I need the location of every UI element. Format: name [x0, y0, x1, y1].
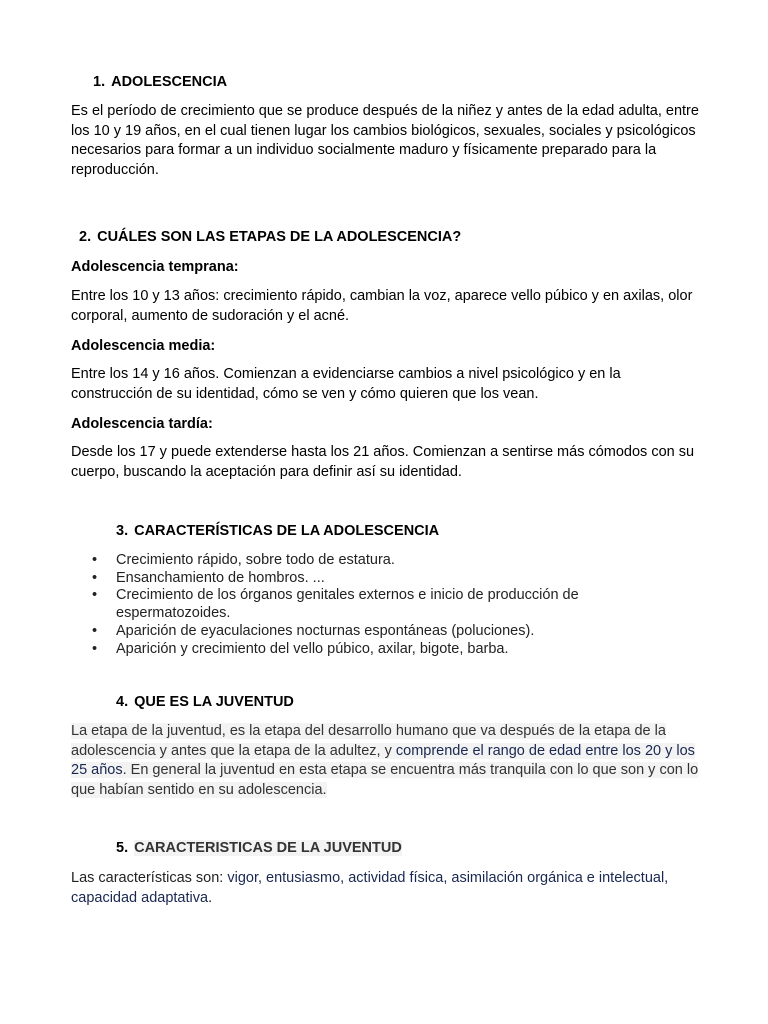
stage-middle-text: Entre los 14 y 16 años. Comienzan a evidenciarse cambios a nivel psicológico y en la construcción de su identidad, cómo se ven y cómo quieren que los vean.	[71, 366, 621, 402]
section-4-number: 4.	[116, 694, 129, 710]
youth-definition-text: La etapa de la juventud, es la etapa del desarrollo humano que va después de la etapa de la adolescencia y antes que la etapa de la adultez, y	[71, 723, 666, 759]
bullet-marker: •	[92, 569, 98, 586]
stage-early-label: Adolescencia temprana:	[71, 259, 239, 275]
list-item	[92, 552, 652, 570]
youth-characteristics-link[interactable]: vigor, entusiasmo, actividad física, asimilación orgánica e intelectual, capacidad adaptativa	[71, 870, 669, 906]
section-3-number: 3.	[116, 523, 129, 539]
youth-characteristics-end: .	[208, 889, 213, 906]
section-1-title: ADOLESCENCIA	[111, 74, 228, 90]
section-4-text	[71, 722, 701, 800]
list-item	[92, 570, 652, 588]
section-5-number: 5.	[116, 840, 129, 856]
section-4-heading	[116, 693, 294, 711]
section-5-text	[71, 869, 701, 908]
section-2-title: CUÁLES SON LAS ETAPAS DE LA ADOLESCENCIA?	[97, 229, 462, 245]
section-3-title: CARACTERÍSTICAS DE LA ADOLESCENCIA	[134, 523, 440, 539]
list-item	[92, 587, 652, 622]
list-item	[92, 623, 652, 641]
bullet-marker: •	[92, 622, 98, 639]
section-2-heading	[79, 228, 461, 246]
stage-late-text: Desde los 17 y puede extenderse hasta los 21 años. Comienzan a sentirse más cómodos con su cuerpo, buscando la aceptación para definir así su identidad.	[71, 444, 695, 480]
section-1-heading	[93, 73, 227, 91]
adolescence-characteristics-list	[92, 552, 652, 658]
stage-late-label: Adolescencia tardía:	[71, 416, 213, 432]
section-3-heading	[116, 522, 439, 540]
section-5-heading	[116, 839, 402, 857]
bullet-marker: •	[92, 552, 98, 568]
section-1-number: 1.	[93, 74, 106, 90]
stage-middle-label: Adolescencia media:	[71, 338, 216, 354]
section-5-title: CARACTERISTICAS DE LA JUVENTUD	[134, 840, 402, 856]
age-range-link[interactable]: comprende el rango de edad entre los 20 y los 25 años	[71, 742, 695, 778]
list-item	[92, 641, 652, 659]
list-item-text: Ensanchamiento de hombros. ...	[116, 569, 325, 586]
section-2-number: 2.	[79, 229, 92, 245]
list-item-text: Crecimiento de los órganos genitales externos e inicio de producción de espermatozoides.	[116, 587, 579, 622]
section-1-text: Es el período de crecimiento que se produce después de la niñez y antes de la edad adulta, entre los 10 y 19 años, en el cual tienen lugar los cambios biológicos, sexuales, sociales y psicológicos necesarios para formar a un individuo socialmente maduro y físicamente preparado para la reproducción.	[71, 103, 699, 178]
bullet-marker: •	[92, 587, 98, 604]
youth-characteristics-intro: Las características son:	[71, 870, 228, 886]
bullet-marker: •	[92, 640, 98, 657]
list-item-text: Aparición de eyaculaciones nocturnas espontáneas (poluciones).	[116, 622, 535, 639]
stage-early-text: Entre los 10 y 13 años: crecimiento rápido, cambian la voz, aparece vello púbico y en axilas, olor corporal, aumento de sudoración y el acné.	[71, 288, 693, 324]
list-item-text: Aparición y crecimiento del vello púbico, axilar, bigote, barba.	[116, 640, 509, 657]
youth-definition-text-end: . En general la juventud en esta etapa se encuentra más tranquila con lo que son y con lo que habían sentido en su adolescencia.	[71, 762, 699, 798]
list-item-text: Crecimiento rápido, sobre todo de estatura.	[116, 552, 395, 568]
section-4-title: QUE ES LA JUVENTUD	[134, 694, 294, 710]
